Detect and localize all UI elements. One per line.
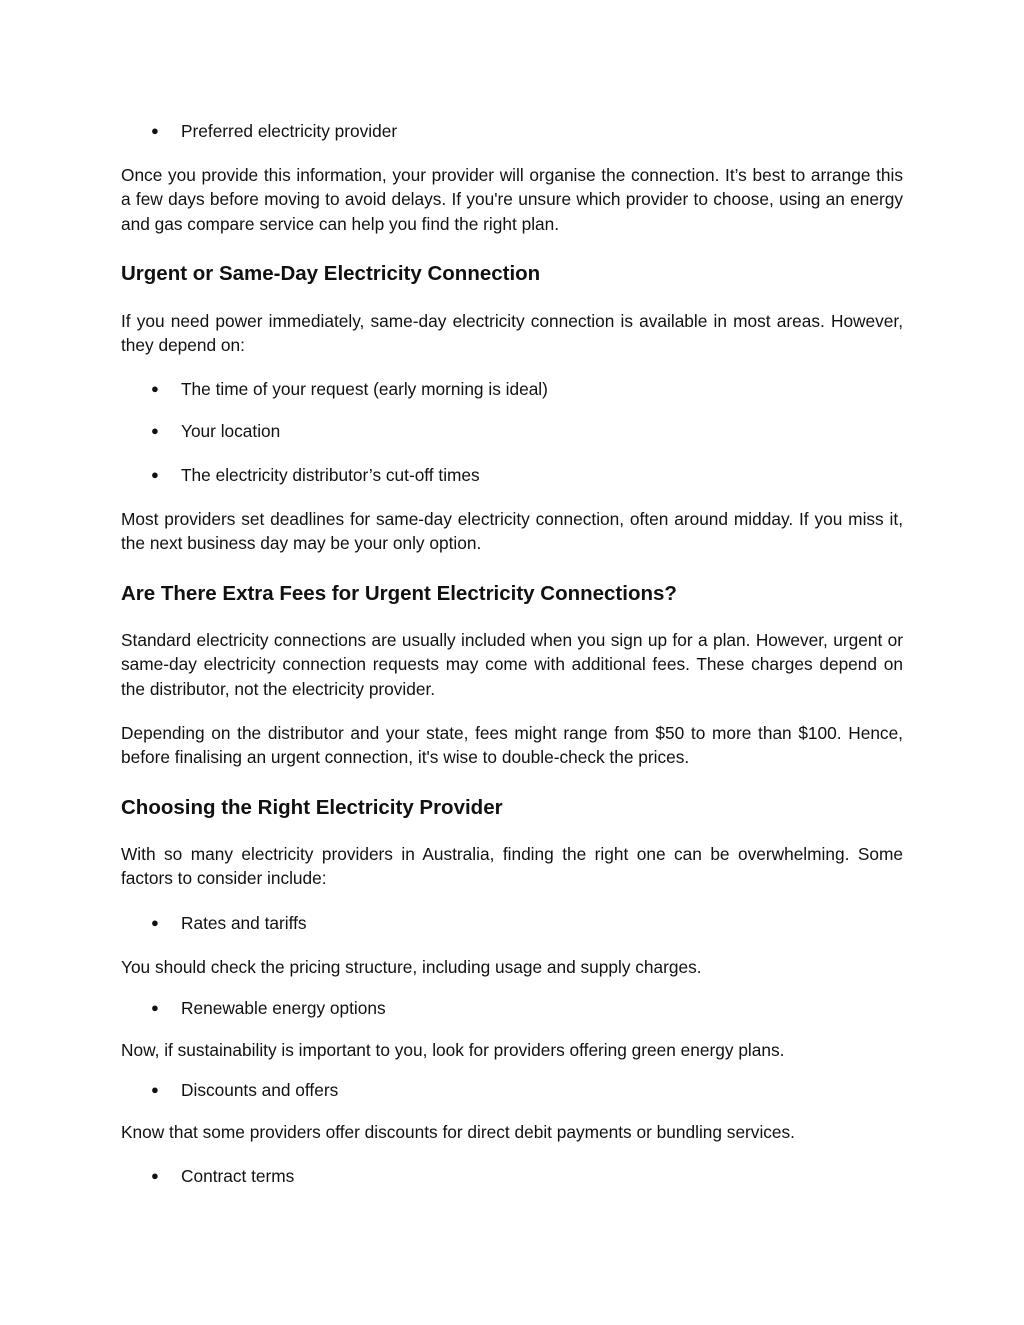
paragraph: [121, 842, 903, 891]
paragraph: [121, 1120, 903, 1144]
list-item-text: Preferred electricity provider: [181, 121, 398, 141]
heading-text: Choosing the Right Electricity Provider: [121, 796, 503, 819]
paragraph-text: You should check the pricing structure, including usage and supply charges.: [121, 957, 702, 977]
list-item-text: Renewable energy options: [181, 998, 386, 1018]
paragraph-text: If you need power immediately, same-day electricity connection is available in most areas. However, they depend on:: [121, 311, 903, 356]
paragraph: [121, 721, 903, 770]
heading-text: Are There Extra Fees for Urgent Electricity Connections?: [121, 582, 677, 605]
list-item-text: Your location: [181, 421, 281, 441]
paragraph-text: Know that some providers offer discounts for direct debit payments or bundling services.: [121, 1122, 795, 1142]
bullet-icon: ●: [151, 1000, 159, 1015]
paragraph-text: Once you provide this information, your provider will organise the connection. It’s best to arrange this a few days before moving to avoid delays. If you're unsure which provider to choose, using an energy and gas compare service can help you find the right plan.: [121, 165, 903, 234]
paragraph: [121, 628, 903, 701]
paragraph: [121, 955, 903, 979]
paragraph-text: Now, if sustainability is important to you, look for providers offering green energy plans.: [121, 1040, 785, 1060]
paragraph: [121, 1038, 903, 1062]
paragraph-text: Depending on the distributor and your state, fees might range from $50 to more than $100. Hence, before finalising an urgent connection, it's wise to double-check the prices.: [121, 723, 903, 768]
paragraph-text: Most providers set deadlines for same-day electricity connection, often around midday. If you miss it, the next business day may be your only option.: [121, 509, 903, 554]
list-item-text: Contract terms: [181, 1166, 295, 1186]
paragraph: [121, 507, 903, 556]
bullet-icon: ●: [151, 1168, 159, 1183]
list-item-text: Rates and tariffs: [181, 913, 307, 933]
heading-text: Urgent or Same-Day Electricity Connection: [121, 262, 541, 285]
paragraph-text: Standard electricity connections are usually included when you sign up for a plan. However, urgent or same-day electricity connection requests may come with additional fees. These charges depend on the distributor, not the electricity provider.: [121, 630, 903, 699]
list-item-text: Discounts and offers: [181, 1080, 339, 1100]
paragraph: [121, 163, 903, 236]
list-item-text: The electricity distributor’s cut-off times: [181, 465, 480, 485]
section-heading: [121, 261, 903, 287]
paragraph-text: With so many electricity providers in Australia, finding the right one can be overwhelming. Some factors to consider include:: [121, 844, 903, 889]
bullet-icon: ●: [151, 1082, 159, 1097]
bullet-icon: ●: [151, 915, 159, 930]
bullet-icon: ●: [151, 123, 159, 138]
paragraph: [121, 309, 903, 358]
list-item-text: The time of your request (early morning is ideal): [181, 379, 548, 399]
section-heading: [121, 581, 903, 607]
bullet-icon: ●: [151, 423, 159, 438]
section-heading: [121, 795, 903, 821]
bullet-icon: ●: [151, 381, 159, 396]
bullet-icon: ●: [151, 467, 159, 482]
